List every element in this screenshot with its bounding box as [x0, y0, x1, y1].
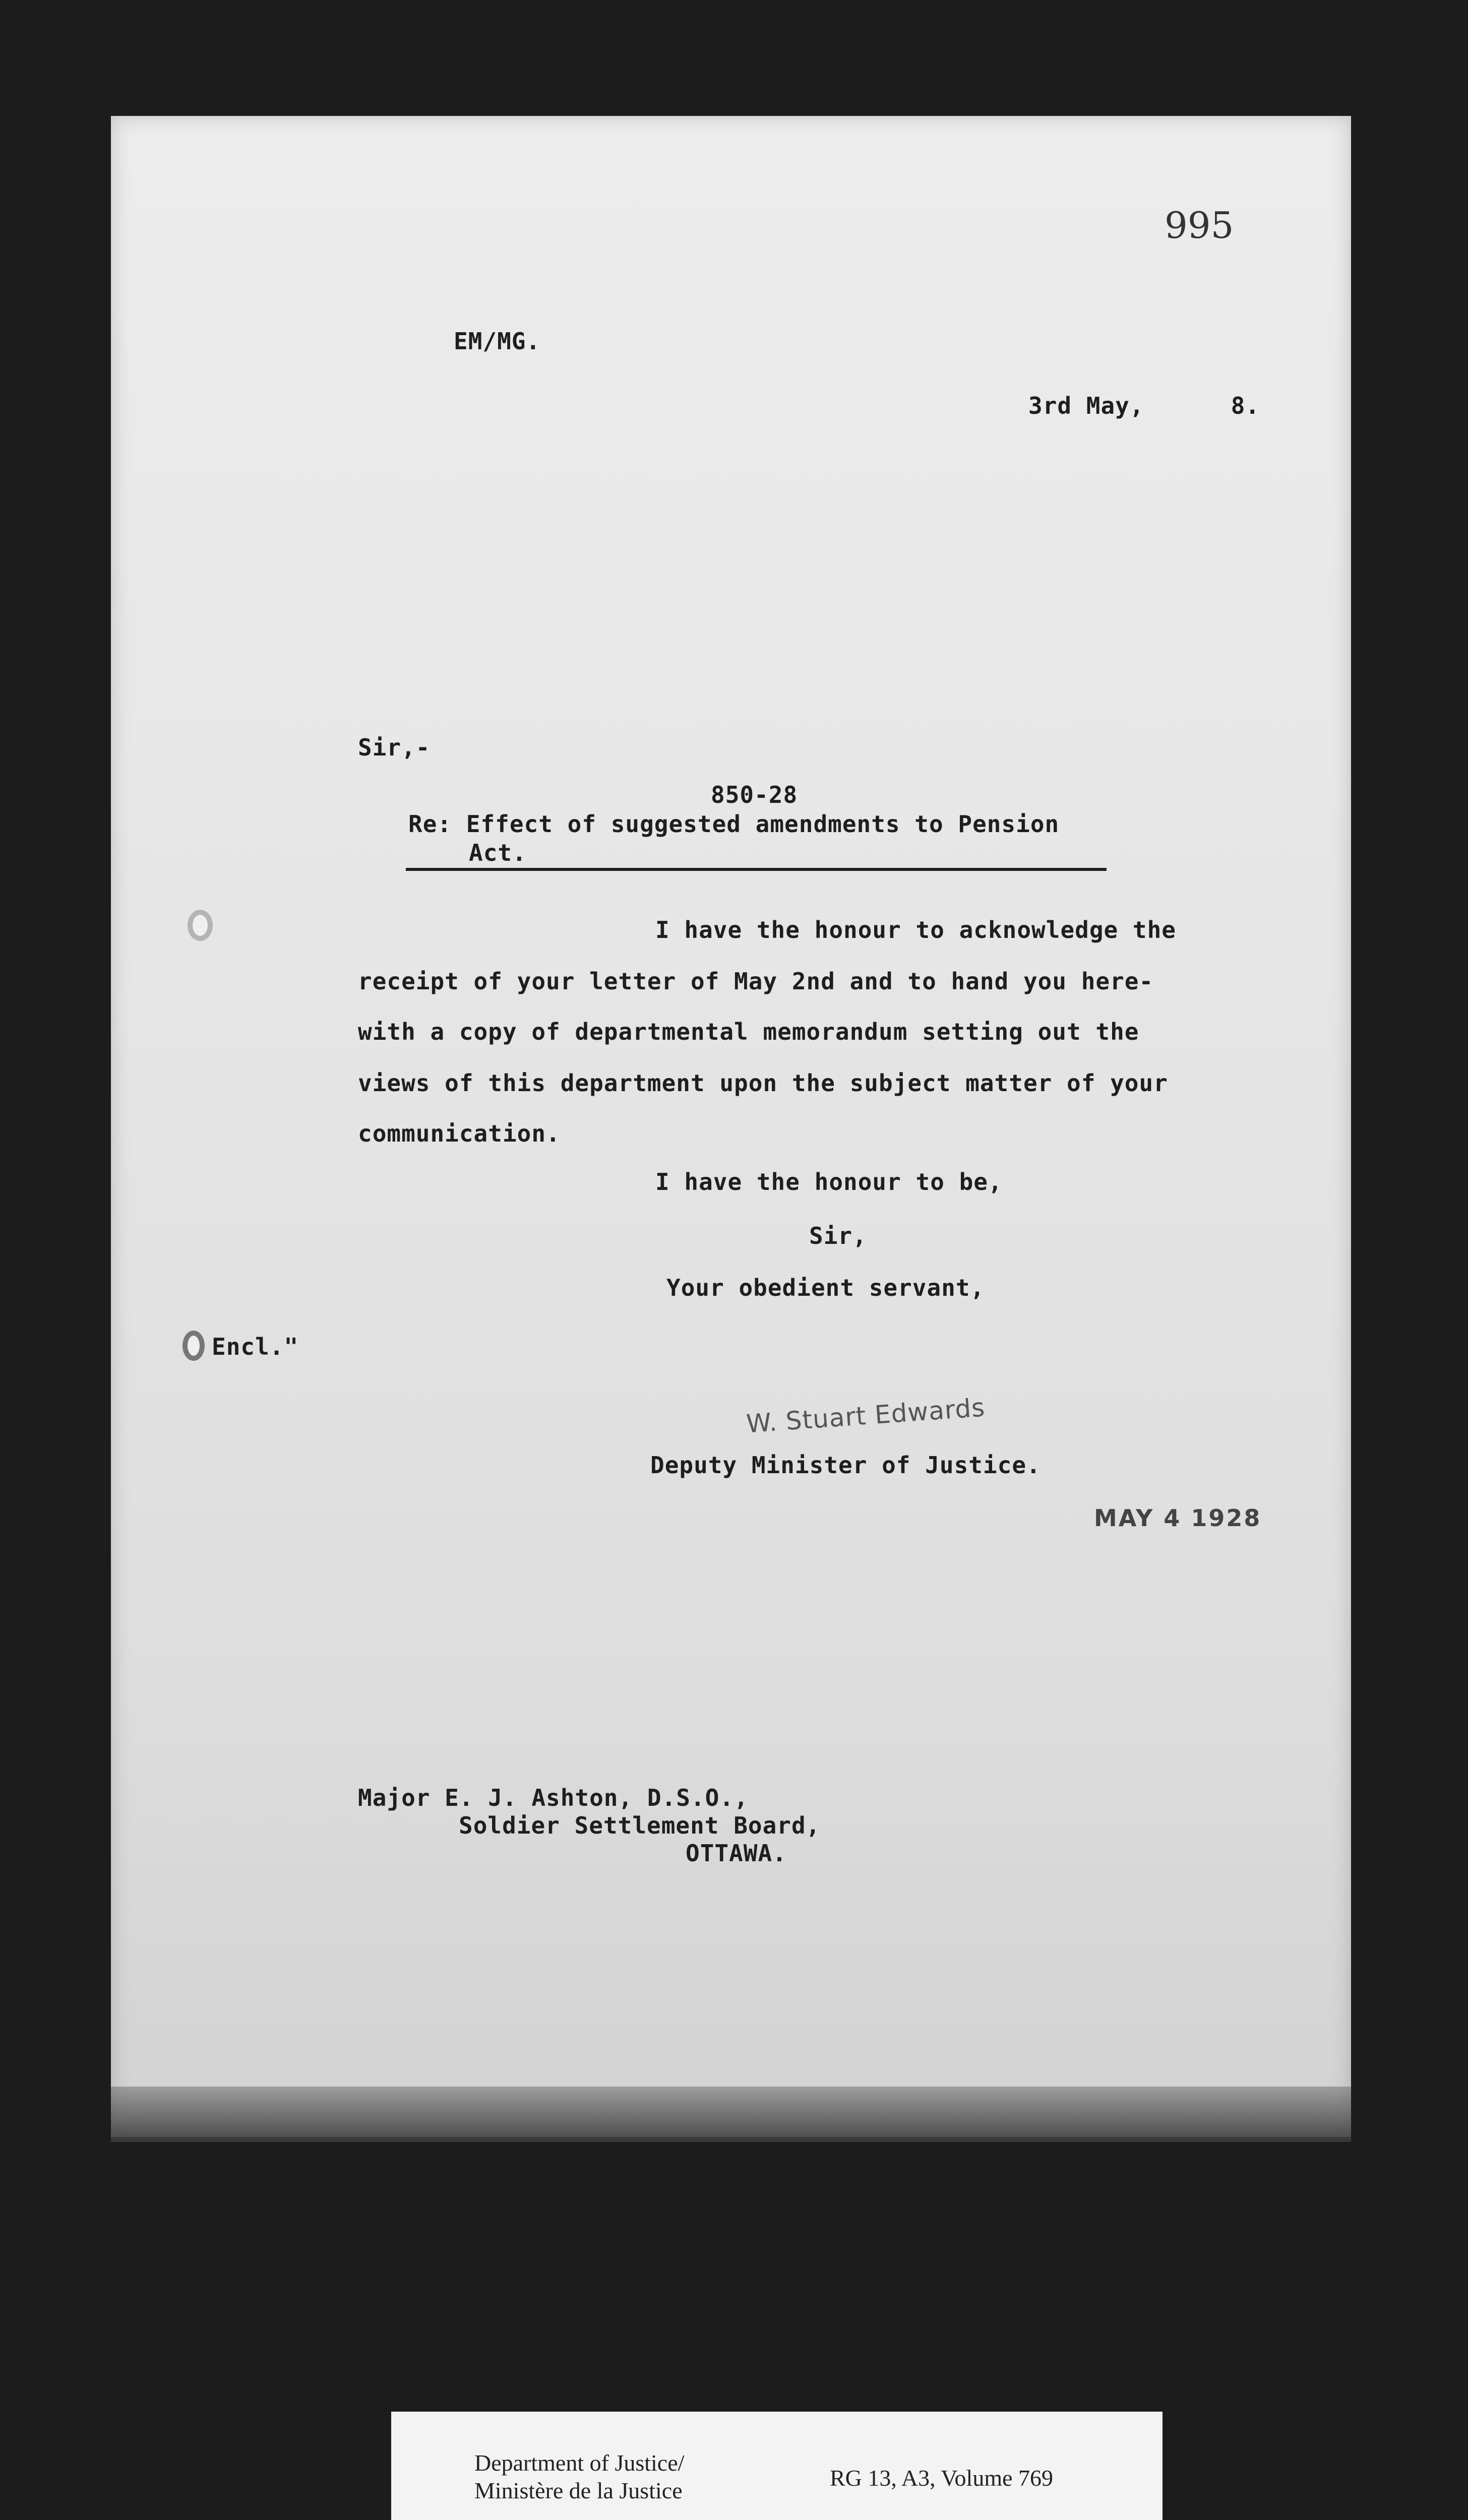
subject-line-continued: Act. — [469, 839, 527, 866]
closing-line: I have the honour to be, — [655, 1168, 1003, 1195]
archive-reference-card — [391, 2412, 1163, 2520]
punch-hole — [182, 1331, 205, 1361]
date-day-month: 3rd May, — [1028, 392, 1144, 419]
body-line: with a copy of departmental memorandum setting out the — [358, 1018, 1139, 1045]
closing-line: Your obedient servant, — [666, 1274, 985, 1301]
folio-number: 995 — [1165, 204, 1234, 246]
reference-initials: EM/MG. — [454, 328, 541, 355]
department-name-en: Department of Justice/ — [474, 2450, 685, 2476]
letter-date — [1028, 392, 1260, 419]
body-line: views of this department upon the subject matter of your — [358, 1069, 1168, 1097]
received-date-stamp: MAY 4 1928 — [1094, 1504, 1262, 1532]
date-year: 8. — [1231, 392, 1260, 419]
signature: W. Stuart Edwards — [745, 1393, 986, 1439]
record-group-reference: RG 13, A3, Volume 769 — [830, 2465, 1054, 2491]
signature-title: Deputy Minister of Justice. — [650, 1452, 1041, 1479]
body-line: receipt of your letter of May 2nd and to hand you here- — [358, 968, 1154, 995]
department-name-fr: Ministère de la Justice — [474, 2478, 683, 2503]
closing-line: Sir, — [809, 1222, 867, 1249]
addressee-line: Major E. J. Ashton, D.S.O., — [358, 1784, 749, 1811]
subject-underline — [406, 868, 1107, 871]
salutation: Sir,- — [358, 734, 431, 761]
body-line: communication. — [358, 1120, 561, 1147]
enclosure-note: Encl." — [212, 1333, 299, 1360]
body-line: I have the honour to acknowledge the — [655, 916, 1176, 943]
page-bottom-edge — [111, 2087, 1351, 2142]
addressee-line: OTTAWA. — [686, 1840, 787, 1867]
subject-line: Re: Effect of suggested amendments to Pension — [408, 810, 1060, 838]
addressee-line: Soldier Settlement Board, — [459, 1812, 821, 1839]
file-number: 850-28 — [711, 781, 798, 808]
punch-hole — [188, 910, 213, 941]
